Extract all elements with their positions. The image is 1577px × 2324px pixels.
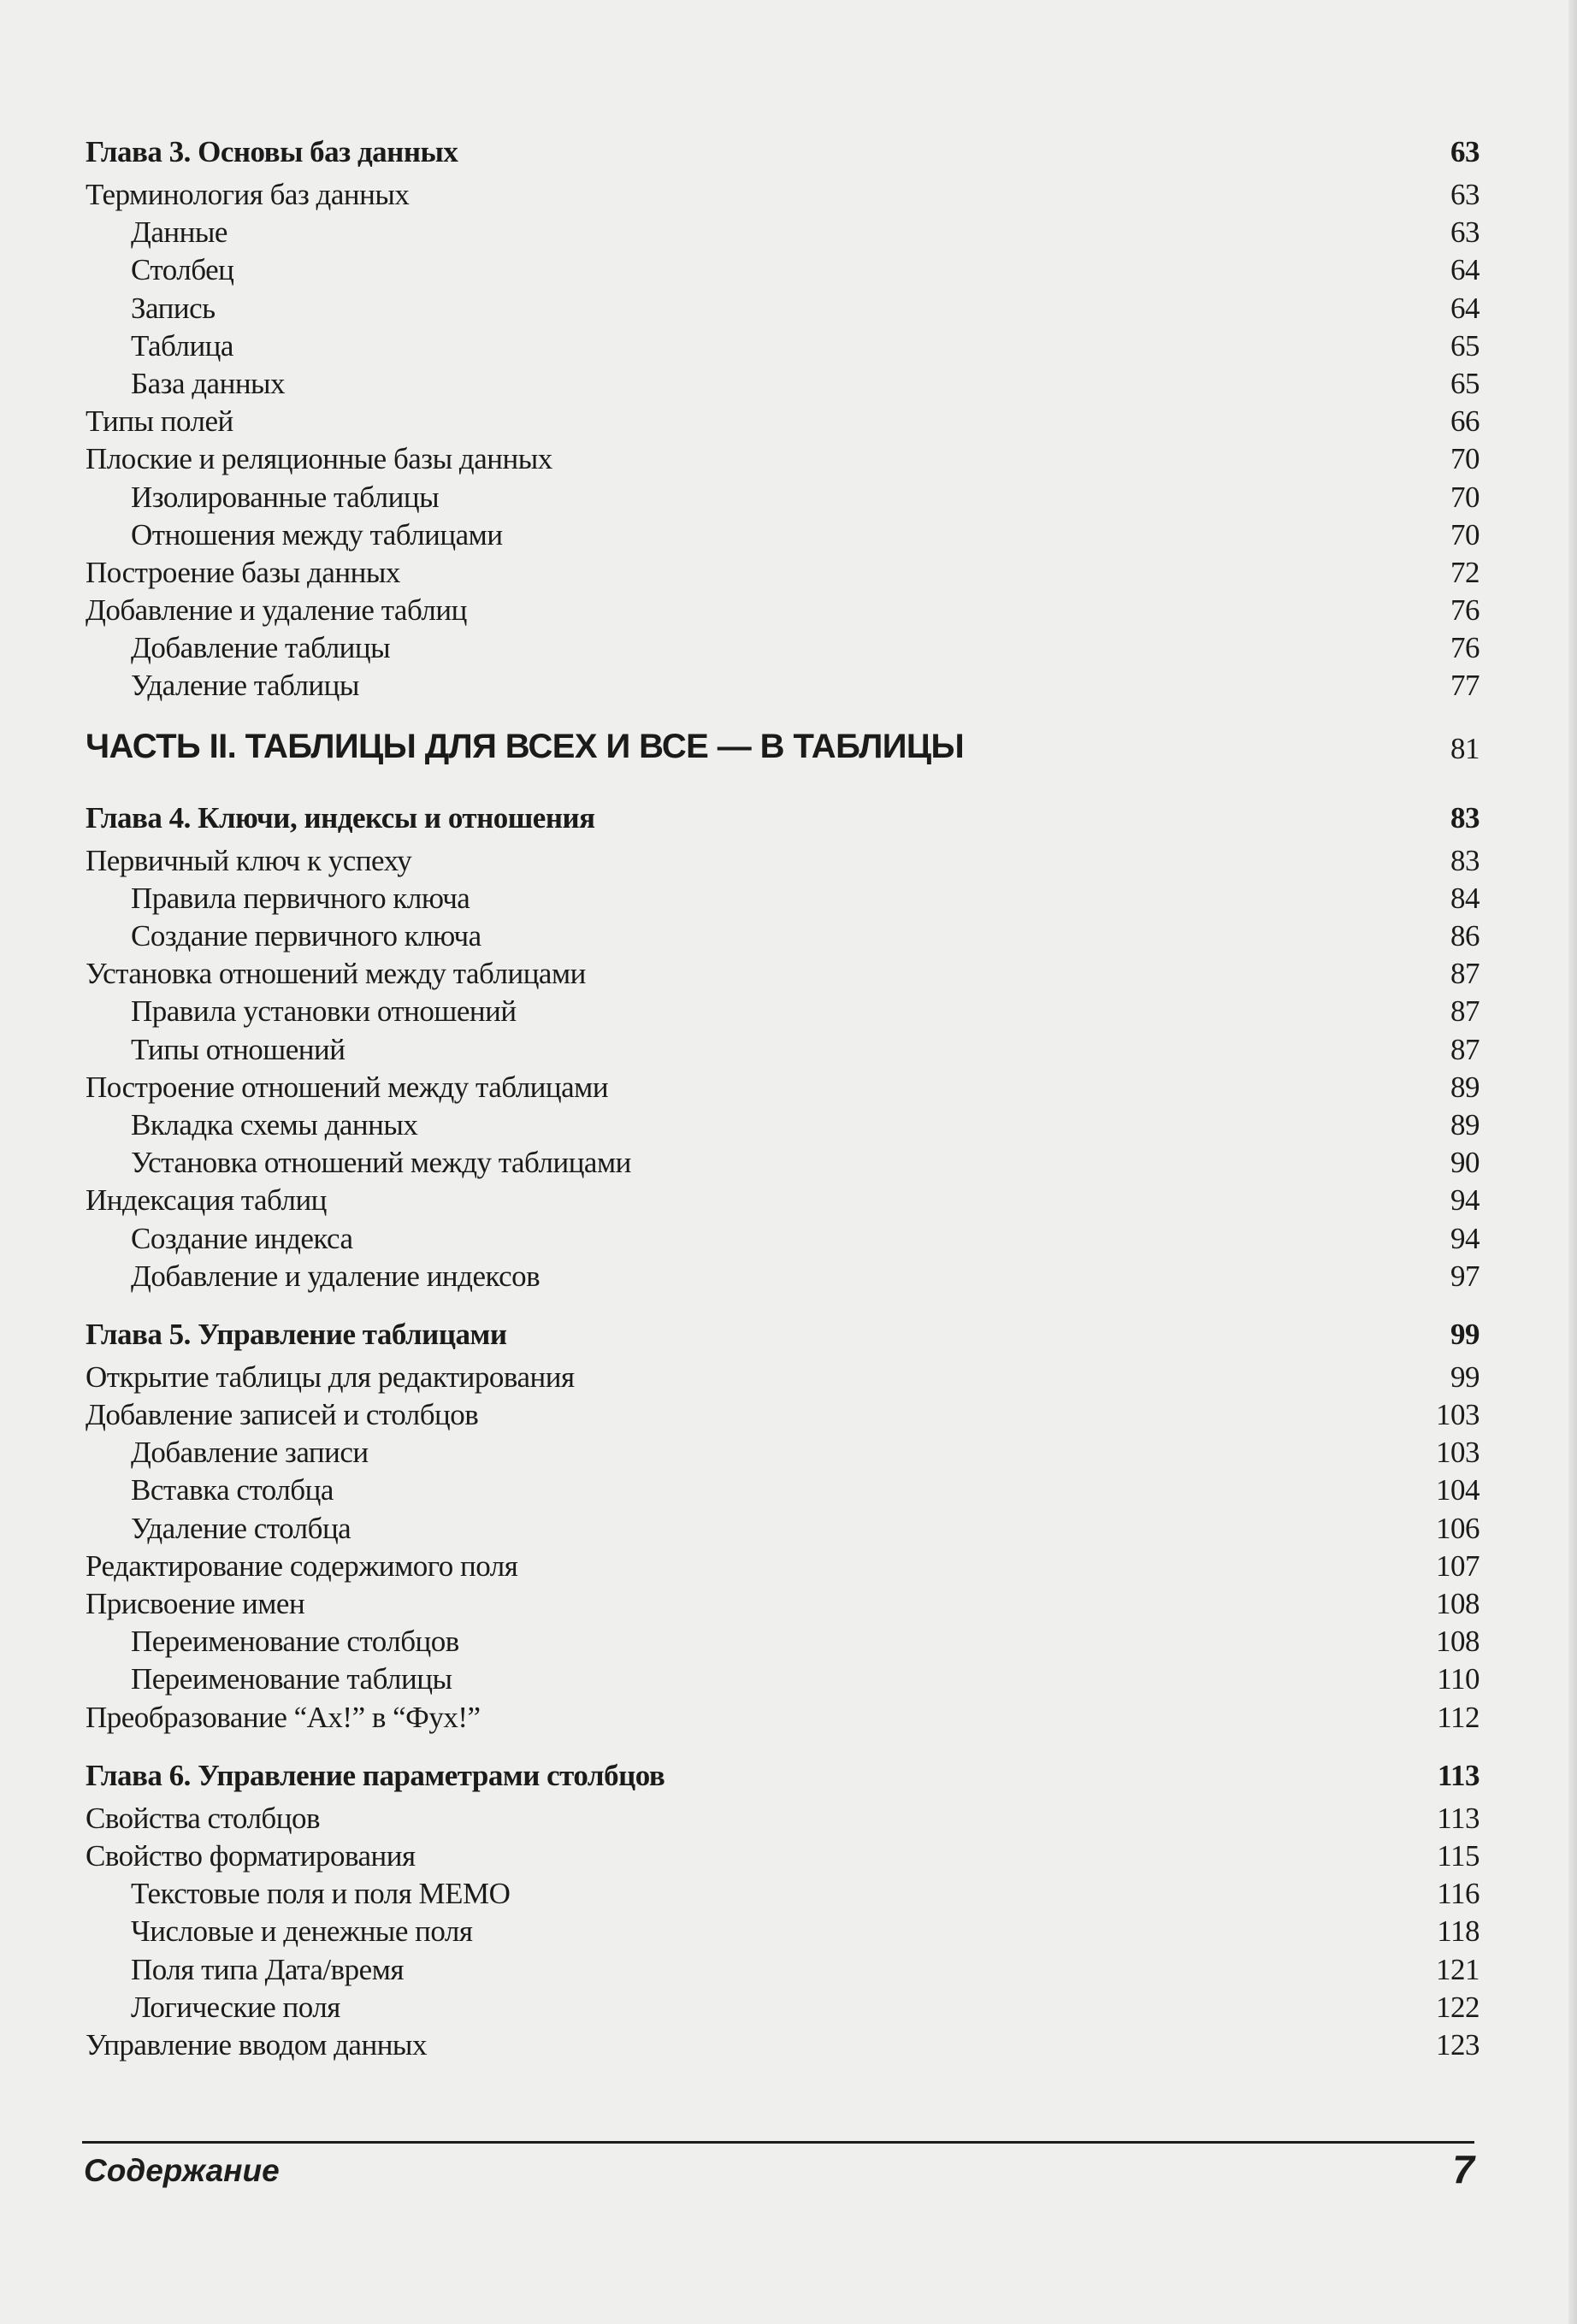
toc-entry-title: Добавление и удаление таблиц bbox=[86, 593, 467, 628]
toc-page-number: 70 bbox=[1450, 480, 1480, 514]
toc-entry[interactable] bbox=[86, 955, 1480, 993]
toc-page-number: 97 bbox=[1450, 1259, 1480, 1293]
toc-page-number: 65 bbox=[1450, 366, 1480, 400]
toc-subentry[interactable] bbox=[86, 1472, 1480, 1509]
toc-chapter-heading[interactable] bbox=[86, 794, 1480, 842]
toc-entry-title: Добавление таблицы bbox=[131, 631, 391, 665]
toc-page-number: 89 bbox=[1450, 1070, 1480, 1104]
toc-entry-title: Типы полей bbox=[86, 404, 233, 439]
footer-page-number: 7 bbox=[1452, 2147, 1474, 2191]
toc-entry-title: Удаление таблицы bbox=[131, 669, 359, 703]
toc-page-number: 103 bbox=[1436, 1436, 1480, 1470]
toc-entry-title: Терминология баз данных bbox=[86, 178, 410, 211]
toc-entry-title: Свойства столбцов bbox=[86, 1801, 320, 1835]
toc-page-number: 122 bbox=[1436, 1990, 1480, 2024]
toc-page-number: 65 bbox=[1450, 328, 1480, 363]
footer-section-title: Содержание bbox=[84, 2153, 280, 2188]
toc-entry-title: Первичный ключ к успеху bbox=[86, 843, 412, 877]
toc-page-number: 104 bbox=[1436, 1473, 1480, 1507]
page-edge-shadow bbox=[1568, 0, 1577, 2324]
toc-entry-title: ЧАСТЬ II. ТАБЛИЦЫ ДЛЯ ВСЕХ И ВСЕ — В ТАБЛИЦЫ bbox=[86, 727, 965, 765]
toc-page-number: 87 bbox=[1450, 957, 1480, 991]
toc-page-number: 115 bbox=[1437, 1838, 1480, 1873]
toc-page-number: 72 bbox=[1450, 555, 1480, 589]
toc-entry[interactable] bbox=[86, 554, 1480, 592]
toc-entry-title: Данные bbox=[131, 215, 227, 250]
toc-page-number: 87 bbox=[1450, 994, 1480, 1029]
toc-page-number: 110 bbox=[1437, 1662, 1480, 1696]
toc-subentry[interactable] bbox=[86, 479, 1480, 516]
toc-entry[interactable] bbox=[86, 1699, 1480, 1737]
toc-subentry[interactable] bbox=[86, 327, 1480, 365]
toc-subentry[interactable] bbox=[86, 365, 1480, 403]
toc-entry[interactable] bbox=[86, 1548, 1480, 1585]
toc-entry-title: Запись bbox=[131, 291, 216, 325]
toc-entry-title: Установка отношений между таблицами bbox=[86, 957, 586, 991]
toc-subentry[interactable] bbox=[86, 880, 1480, 917]
toc-entry-title: Глава 4. Ключи, индексы и отношения bbox=[86, 800, 595, 835]
toc-entry-title: Преобразование “Ах!” в “Фух!” bbox=[86, 1700, 481, 1734]
toc-entry-title: Добавление и удаление индексов bbox=[131, 1259, 540, 1293]
toc-page-number: 113 bbox=[1437, 1801, 1480, 1835]
toc-subentry[interactable] bbox=[86, 1144, 1480, 1182]
toc-entry[interactable] bbox=[86, 1585, 1480, 1623]
toc-chapter-heading[interactable] bbox=[86, 128, 1480, 176]
toc-entry-title: Редактирование содержимого поля bbox=[86, 1548, 518, 1583]
toc-entry-title: Отношения между таблицами bbox=[131, 517, 503, 552]
toc-subentry[interactable] bbox=[86, 1258, 1480, 1295]
toc-subentry[interactable] bbox=[86, 251, 1480, 289]
toc-page-number: 86 bbox=[1450, 919, 1480, 953]
toc-entry[interactable] bbox=[86, 592, 1480, 629]
toc-entry[interactable] bbox=[86, 1069, 1480, 1106]
toc-page-number: 81 bbox=[1450, 731, 1480, 765]
toc-subentry[interactable] bbox=[86, 1623, 1480, 1660]
toc-entry-title: Правила установки отношений bbox=[131, 994, 517, 1029]
toc-page-number: 103 bbox=[1436, 1398, 1480, 1432]
toc-subentry[interactable] bbox=[86, 1106, 1480, 1144]
toc-page-number: 63 bbox=[1450, 135, 1480, 168]
toc-page-number: 94 bbox=[1450, 1221, 1480, 1255]
toc-entry-title: Столбец bbox=[131, 253, 234, 287]
toc-subentry[interactable] bbox=[86, 1989, 1480, 2026]
footer-rule bbox=[82, 2141, 1474, 2144]
toc-page-number: 66 bbox=[1450, 404, 1480, 439]
toc-entry-title: Глава 5. Управление таблицами bbox=[86, 1317, 507, 1351]
toc-entry-title: Поля типа Дата/время bbox=[131, 1952, 404, 1986]
toc-subentry[interactable] bbox=[86, 1031, 1480, 1069]
toc-subentry[interactable] bbox=[86, 290, 1480, 327]
toc-page-number: 116 bbox=[1437, 1877, 1480, 1911]
toc-page-number: 76 bbox=[1450, 593, 1480, 628]
toc-page-number: 64 bbox=[1450, 253, 1480, 287]
toc-subentry[interactable] bbox=[86, 1913, 1480, 1950]
toc-entry-title: Открытие таблицы для редактирования bbox=[86, 1360, 575, 1394]
toc-page-number: 63 bbox=[1450, 215, 1480, 250]
toc-page-number: 123 bbox=[1436, 2027, 1480, 2062]
toc-page-number: 87 bbox=[1450, 1032, 1480, 1066]
toc-chapter-heading[interactable] bbox=[86, 1752, 1480, 1800]
toc-page-number: 64 bbox=[1450, 291, 1480, 325]
toc-entry[interactable] bbox=[86, 2026, 1480, 2064]
toc-page-number: 70 bbox=[1450, 517, 1480, 552]
toc-entry[interactable] bbox=[86, 1182, 1480, 1219]
toc-entry-title: Вкладка схемы данных bbox=[131, 1107, 418, 1141]
toc-entry-title: База данных bbox=[131, 366, 286, 400]
toc-entry-title: Создание индекса bbox=[131, 1221, 353, 1255]
toc-entry-title: Добавление записей и столбцов bbox=[86, 1398, 479, 1432]
toc-entry-title: Построение базы данных bbox=[86, 555, 400, 589]
toc-entry-title: Таблица bbox=[131, 328, 233, 363]
toc-page-number: 121 bbox=[1436, 1952, 1480, 1986]
toc-entry-title: Свойство форматирования bbox=[86, 1838, 416, 1873]
toc-page-number: 118 bbox=[1437, 1914, 1480, 1949]
toc-subentry[interactable] bbox=[86, 917, 1480, 955]
toc-entry[interactable] bbox=[86, 1396, 1480, 1434]
toc-entry-title: Плоские и реляционные базы данных bbox=[86, 442, 552, 476]
toc-entry[interactable] bbox=[86, 1359, 1480, 1396]
toc-entry[interactable] bbox=[86, 403, 1480, 440]
toc-page-number: 89 bbox=[1450, 1107, 1480, 1141]
toc-subentry[interactable] bbox=[86, 1875, 1480, 1913]
toc-subentry[interactable] bbox=[86, 1510, 1480, 1548]
toc-entry-title: Создание первичного ключа bbox=[131, 919, 481, 953]
toc-entry[interactable] bbox=[86, 440, 1480, 478]
toc-entry[interactable] bbox=[86, 842, 1480, 880]
toc-page-number: 112 bbox=[1437, 1700, 1480, 1734]
toc-page-number: 63 bbox=[1450, 178, 1480, 211]
table-of-contents bbox=[86, 128, 1480, 2064]
toc-page-number: 83 bbox=[1450, 800, 1480, 835]
toc-subentry[interactable] bbox=[86, 667, 1480, 705]
toc-entry-title: Управление вводом данных bbox=[86, 2027, 427, 2062]
toc-subentry[interactable] bbox=[86, 1434, 1480, 1472]
toc-entry-title: Построение отношений между таблицами bbox=[86, 1070, 609, 1104]
toc-page-number: 70 bbox=[1450, 442, 1480, 476]
toc-entry-title: Удаление столбца bbox=[131, 1511, 351, 1545]
toc-entry-title: Глава 6. Управление параметрами столбцов bbox=[86, 1758, 665, 1792]
toc-page-number: 108 bbox=[1436, 1587, 1480, 1620]
toc-subentry[interactable] bbox=[86, 1951, 1480, 1989]
toc-entry-title: Логические поля bbox=[131, 1990, 340, 2024]
toc-entry-title: Типы отношений bbox=[131, 1032, 346, 1066]
toc-entry-title: Индексация таблиц bbox=[86, 1183, 327, 1218]
toc-entry-title: Глава 3. Основы баз данных bbox=[86, 135, 458, 168]
toc-entry-title: Правила первичного ключа bbox=[131, 881, 470, 915]
toc-entry-title: Числовые и денежные поля bbox=[131, 1914, 473, 1949]
toc-page-number: 94 bbox=[1450, 1183, 1480, 1218]
toc-part-heading[interactable] bbox=[86, 714, 1480, 779]
toc-page-number: 106 bbox=[1436, 1511, 1480, 1545]
toc-page-number: 84 bbox=[1450, 881, 1480, 915]
toc-entry-title: Текстовые поля и поля МЕМО bbox=[131, 1877, 511, 1911]
toc-entry-title: Установка отношений между таблицами bbox=[131, 1146, 631, 1180]
toc-entry-title: Переименование столбцов bbox=[131, 1625, 459, 1659]
toc-entry-title: Переименование таблицы bbox=[131, 1662, 452, 1696]
toc-chapter-heading[interactable] bbox=[86, 1311, 1480, 1359]
toc-subentry[interactable] bbox=[86, 1660, 1480, 1698]
toc-page-number: 99 bbox=[1450, 1317, 1480, 1351]
toc-subentry[interactable] bbox=[86, 1220, 1480, 1258]
toc-page-number: 77 bbox=[1450, 669, 1480, 703]
toc-subentry[interactable] bbox=[86, 214, 1480, 251]
toc-entry-title: Вставка столбца bbox=[131, 1473, 334, 1507]
toc-page-number: 107 bbox=[1436, 1548, 1480, 1583]
toc-subentry[interactable] bbox=[86, 993, 1480, 1030]
toc-page-number: 99 bbox=[1450, 1360, 1480, 1394]
toc-entry-title: Изолированные таблицы bbox=[131, 480, 440, 514]
toc-subentry[interactable] bbox=[86, 629, 1480, 667]
toc-subentry[interactable] bbox=[86, 516, 1480, 554]
toc-page-number: 83 bbox=[1450, 843, 1480, 877]
toc-entry[interactable] bbox=[86, 1837, 1480, 1875]
toc-entry-title: Добавление записи bbox=[131, 1436, 369, 1470]
toc-entry[interactable] bbox=[86, 1800, 1480, 1837]
toc-entry[interactable] bbox=[86, 176, 1480, 214]
toc-page-number: 90 bbox=[1450, 1146, 1480, 1180]
toc-entry-title: Присвоение имен bbox=[86, 1587, 305, 1620]
toc-page-number: 76 bbox=[1450, 631, 1480, 665]
toc-page-number: 108 bbox=[1436, 1625, 1480, 1659]
toc-page-number: 113 bbox=[1437, 1758, 1480, 1792]
